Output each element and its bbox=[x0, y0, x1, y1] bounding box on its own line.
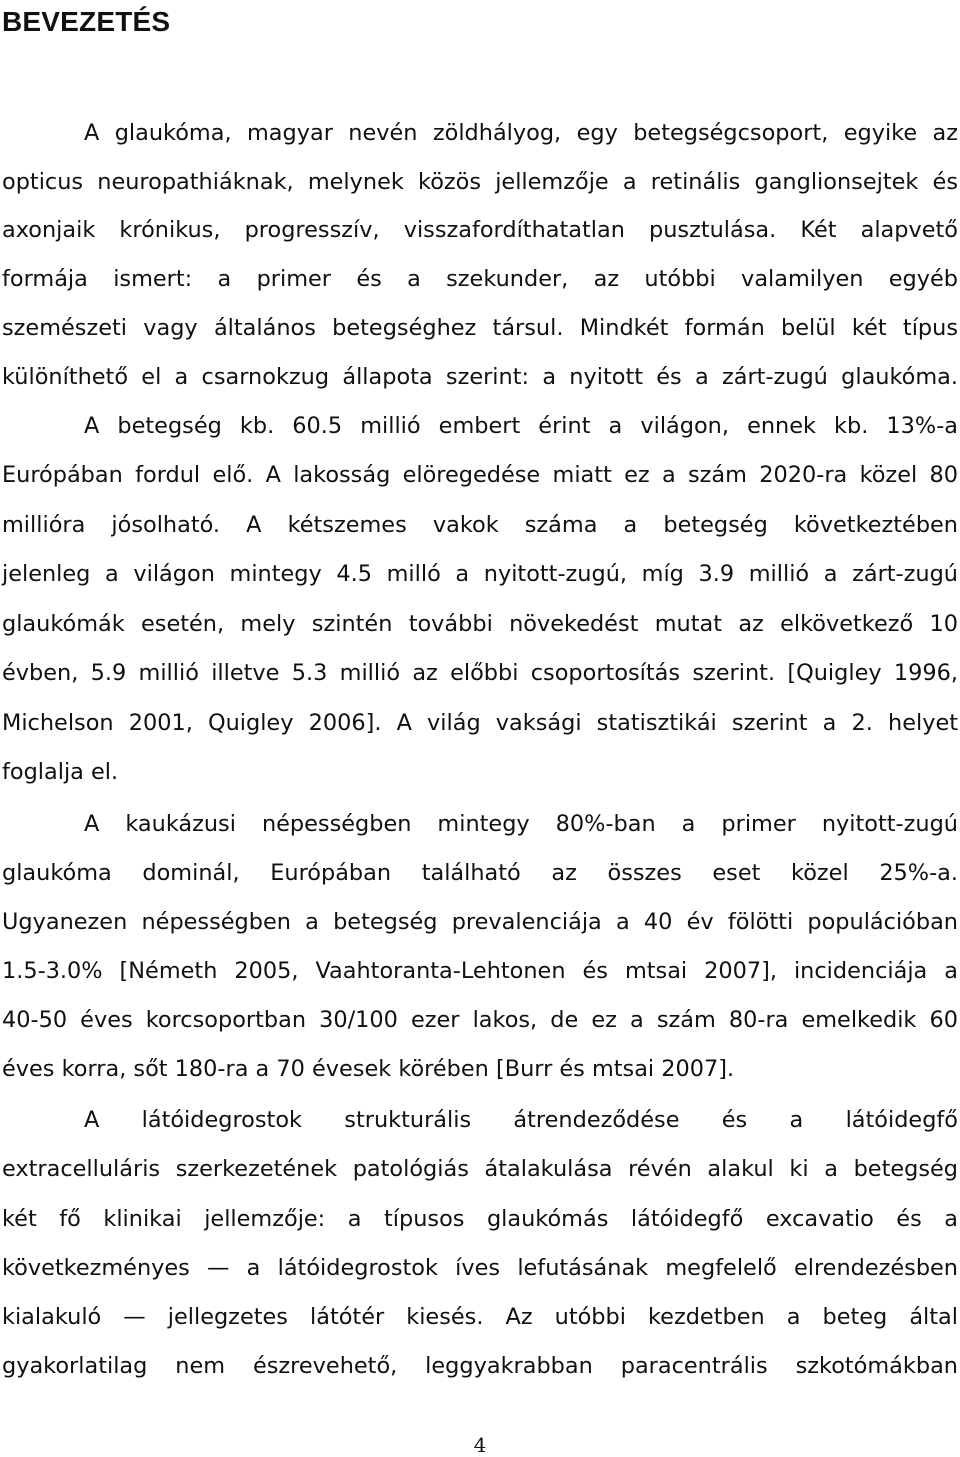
text-line: opticus neuropathiáknak, melynek közös jellemzője a retinális ganglionsejtek és bbox=[2, 169, 958, 195]
text-line: glaukómák esetén, mely szintén további növekedést mutat az elkövetkező 10 bbox=[2, 611, 958, 637]
text-line: következményes — a látóidegrostok íves lefutásának megfelelő elrendezésben bbox=[2, 1255, 958, 1281]
text-line: két fő klinikai jellemzője: a típusos glaukómás látóidegfő excavatio és a bbox=[2, 1206, 958, 1232]
text-line: A betegség kb. 60.5 millió embert érint a világon, ennek kb. 13%-a bbox=[84, 413, 958, 439]
text-line: jelenleg a világon mintegy 4.5 milló a nyitott-zugú, míg 3.9 millió a zárt-zugú bbox=[2, 561, 958, 587]
text-line: A kaukázusi népességben mintegy 80%-ban a primer nyitott-zugú bbox=[84, 811, 958, 837]
text-line: éves korra, sőt 180-ra a 70 évesek körében [Burr és mtsai 2007]. bbox=[2, 1056, 735, 1082]
text-line: Ugyanezen népességben a betegség prevalenciája a 40 év fölötti populációban bbox=[2, 909, 958, 935]
text-line: extracelluláris szerkezetének patológiás átalakulása révén alakul ki a betegség bbox=[2, 1156, 958, 1182]
text-line: gyakorlatilag nem észrevehető, leggyakrabban paracentrális szkotómákban bbox=[2, 1353, 958, 1379]
text-line: axonjaik krónikus, progresszív, visszafordíthatatlan pusztulása. Két alapvető bbox=[2, 217, 958, 243]
text-line: 40-50 éves korcsoportban 30/100 ezer lakos, de ez a szám 80-ra emelkedik 60 bbox=[2, 1007, 958, 1033]
page-number: 4 bbox=[473, 1433, 487, 1457]
text-line: kialakuló — jellegzetes látótér kiesés. Az utóbbi kezdetben a beteg által bbox=[2, 1304, 958, 1330]
text-line: millióra jósolható. A kétszemes vakok száma a betegség következtében bbox=[2, 512, 958, 538]
text-line: foglalja el. bbox=[2, 759, 119, 785]
text-line: különíthető el a csarnokzug állapota szerint: a nyitott és a zárt-zugú glaukóma. bbox=[2, 364, 958, 390]
text-line: 1.5-3.0% [Németh 2005, Vaahtoranta-Lehtonen és mtsai 2007], incidenciája a bbox=[2, 958, 958, 984]
section-heading: BEVEZETÉS bbox=[2, 6, 171, 37]
text-line: A látóidegrostok strukturális átrendeződése és a látóidegfő bbox=[84, 1107, 958, 1133]
text-line: formája ismert: a primer és a szekunder, az utóbbi valamilyen egyéb bbox=[2, 266, 958, 292]
text-line: szemészeti vagy általános betegséghez társul. Mindkét formán belül két típus bbox=[2, 315, 958, 341]
text-line: Michelson 2001, Quigley 2006]. A világ vaksági statisztikái szerint a 2. helyet bbox=[2, 710, 958, 736]
text-line: Európában fordul elő. A lakosság elöregedése miatt ez a szám 2020-ra közel 80 bbox=[2, 462, 958, 488]
text-line: glaukóma dominál, Európában található az összes eset közel 25%-a. bbox=[2, 860, 958, 886]
text-line: A glaukóma, magyar nevén zöldhályog, egy betegségcsoport, egyike az bbox=[84, 120, 958, 146]
text-line: évben, 5.9 millió illetve 5.3 millió az előbbi csoportosítás szerint. [Quigley 1996, bbox=[2, 660, 958, 686]
